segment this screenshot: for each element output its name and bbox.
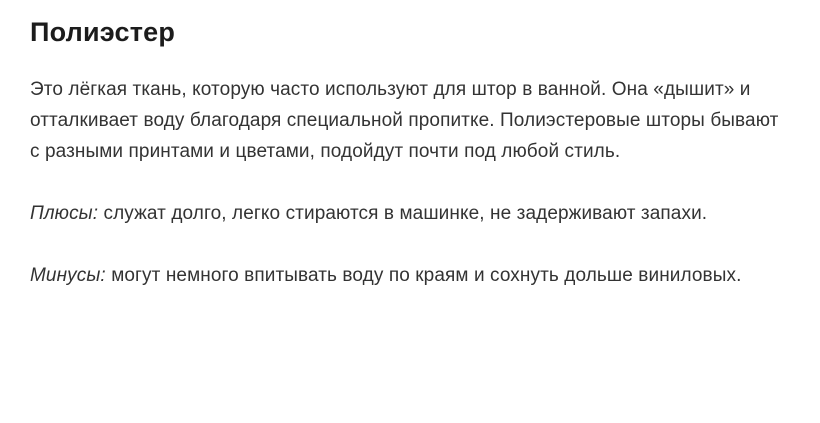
- pros-label: Плюсы:: [30, 203, 99, 225]
- page-title: Полиэстер: [30, 17, 176, 47]
- cons-label: Минусы:: [30, 265, 106, 287]
- intro-paragraph: Это лёгкая ткань, которую часто используют для штор в ванной. Она «дышит» и отталкивает воду благодаря специальной пропитке. Полиэстеровые шторы бывают с разными принтами и цветами, подойдут почти под любой стиль.: [30, 79, 779, 163]
- cons-text: могут немного впитывать воду по краям и сохнуть дольше виниловых.: [105, 265, 742, 287]
- cons-paragraph: [30, 260, 782, 291]
- pros-text: служат долго, легко стираются в машинке, не задерживают запахи.: [98, 203, 708, 225]
- pros-paragraph: [30, 198, 782, 229]
